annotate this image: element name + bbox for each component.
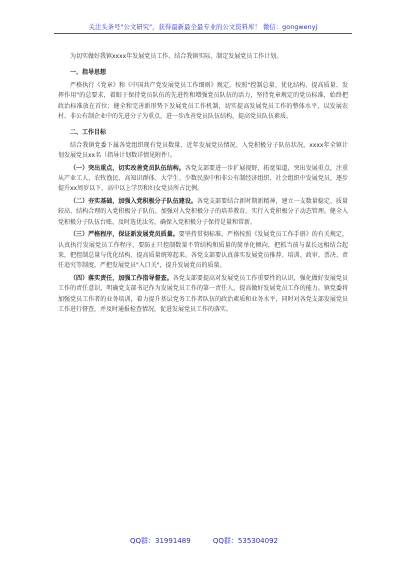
document-body [58, 52, 348, 315]
goal-item [58, 164, 348, 195]
goal-item [58, 274, 348, 316]
page-header-banner: 关注头条号"公文研究"，获得最新最全最专业的公文资料库！ 微信：gongwenyj [88, 24, 318, 31]
section-body-guiding-ideology: 严格执行《党章》和《中国共产党发展党员工作细则》规定，按照"控制总量、优化结构、提高质量、发挥作用"的总要求，着眼于保持党员队伍的先进性和增强党员队伍的活力，坚持党章规定的党员标准，始终把政治标准放在首位；健全和完善新形势下发展党员工作机制，切实提高发展党员工作的整体水平，以发展农村、非公有制企业中的先进分子为重点，进一步改善党员队伍结构，提高党员队伍素质。 [58, 81, 348, 121]
section-body-work-goals: 结合我镇党委下属各党组织现有党员数量、近年发展党员情况、入党积极分子队伍状况，xxxx年全镇计划发展党员xx名（指导计划数详情见附件）。 [58, 141, 348, 160]
section-title-work-goals: 二、工作目标 [70, 129, 107, 137]
footer-qq-group-1: QQ群：31991489 [130, 537, 191, 545]
section-title-guiding-ideology: 一、指导思想 [70, 69, 107, 77]
goal-item-text: 要坚持贯彻标准，严格按照《发展党员工作手册》的有关规定，认真执行发展党员工作程序，要防止只控制数量不管结构和质量的简单化倾向，把抓当前与谋长远相结合起来，把控制总量与优化结构、提高质量统筹起来。各党支部要认真落实发展党员推荐、培训、政审、票决、责任追究等制度，严把发展党员"入口关"，提升发展党员的质量。 [58, 231, 348, 270]
goal-item-lead: （一）突出重点，切实改善党员队伍结构。 [70, 164, 185, 172]
goal-item-text: 各党支部要结合新时期新精神，建立一支数量稳定、质量较高、结构合理的入党积极分子队伍。加强对入党积极分子的培养教育。实行入党积极分子动态管理。健全入党积极分子队伍台账，及时选优汰劣，确保入党积极分子保持是量和常新。 [58, 197, 348, 226]
goal-item-lead: （二）夯实基础，加强入党积极分子队伍建设。 [70, 197, 197, 205]
page-footer [0, 536, 408, 546]
goal-item-lead: （三）严格程序，保证新发展党员质量。 [70, 231, 179, 239]
goal-item-lead: （四）落实责任，加强工作指导督查。 [70, 274, 173, 282]
goal-item-text: 各党支部要提高对发展党员工作重要性的认识，强化做好发展党员工作的责任意识，明确党支部书记作为发展党员工作的第一责任人，提高做好发展党员工作的能力。镇党委将加强党员工作者的业务培训，着力提升基层党务工作者队伍的政治素质和业务水平，同时对各党支部发展党员工作进行督查，并及时通报检查情况，促进发展党员工作的落实。 [58, 274, 348, 313]
goal-item [58, 197, 348, 228]
header-divider [54, 33, 352, 34]
footer-qq-group-2: QQ群：535304092 [212, 537, 278, 545]
goal-item [58, 230, 348, 272]
intro-paragraph: 为切实做好我镇xxxx年发展党员工作，结合我镇实际，制定发展党员工作计划。 [70, 53, 283, 60]
goal-item-text: 各党支部要进一步扩展视野，拓宽渠道，突出发展重点，注重从产业工人、农牧渔民、高知识群体、大学生、少数民族中和非公有制经济组织、社会组织中发展党员，逐步提升xx周岁以下、高中以上学历和妇女党员所占比例。 [58, 164, 348, 193]
